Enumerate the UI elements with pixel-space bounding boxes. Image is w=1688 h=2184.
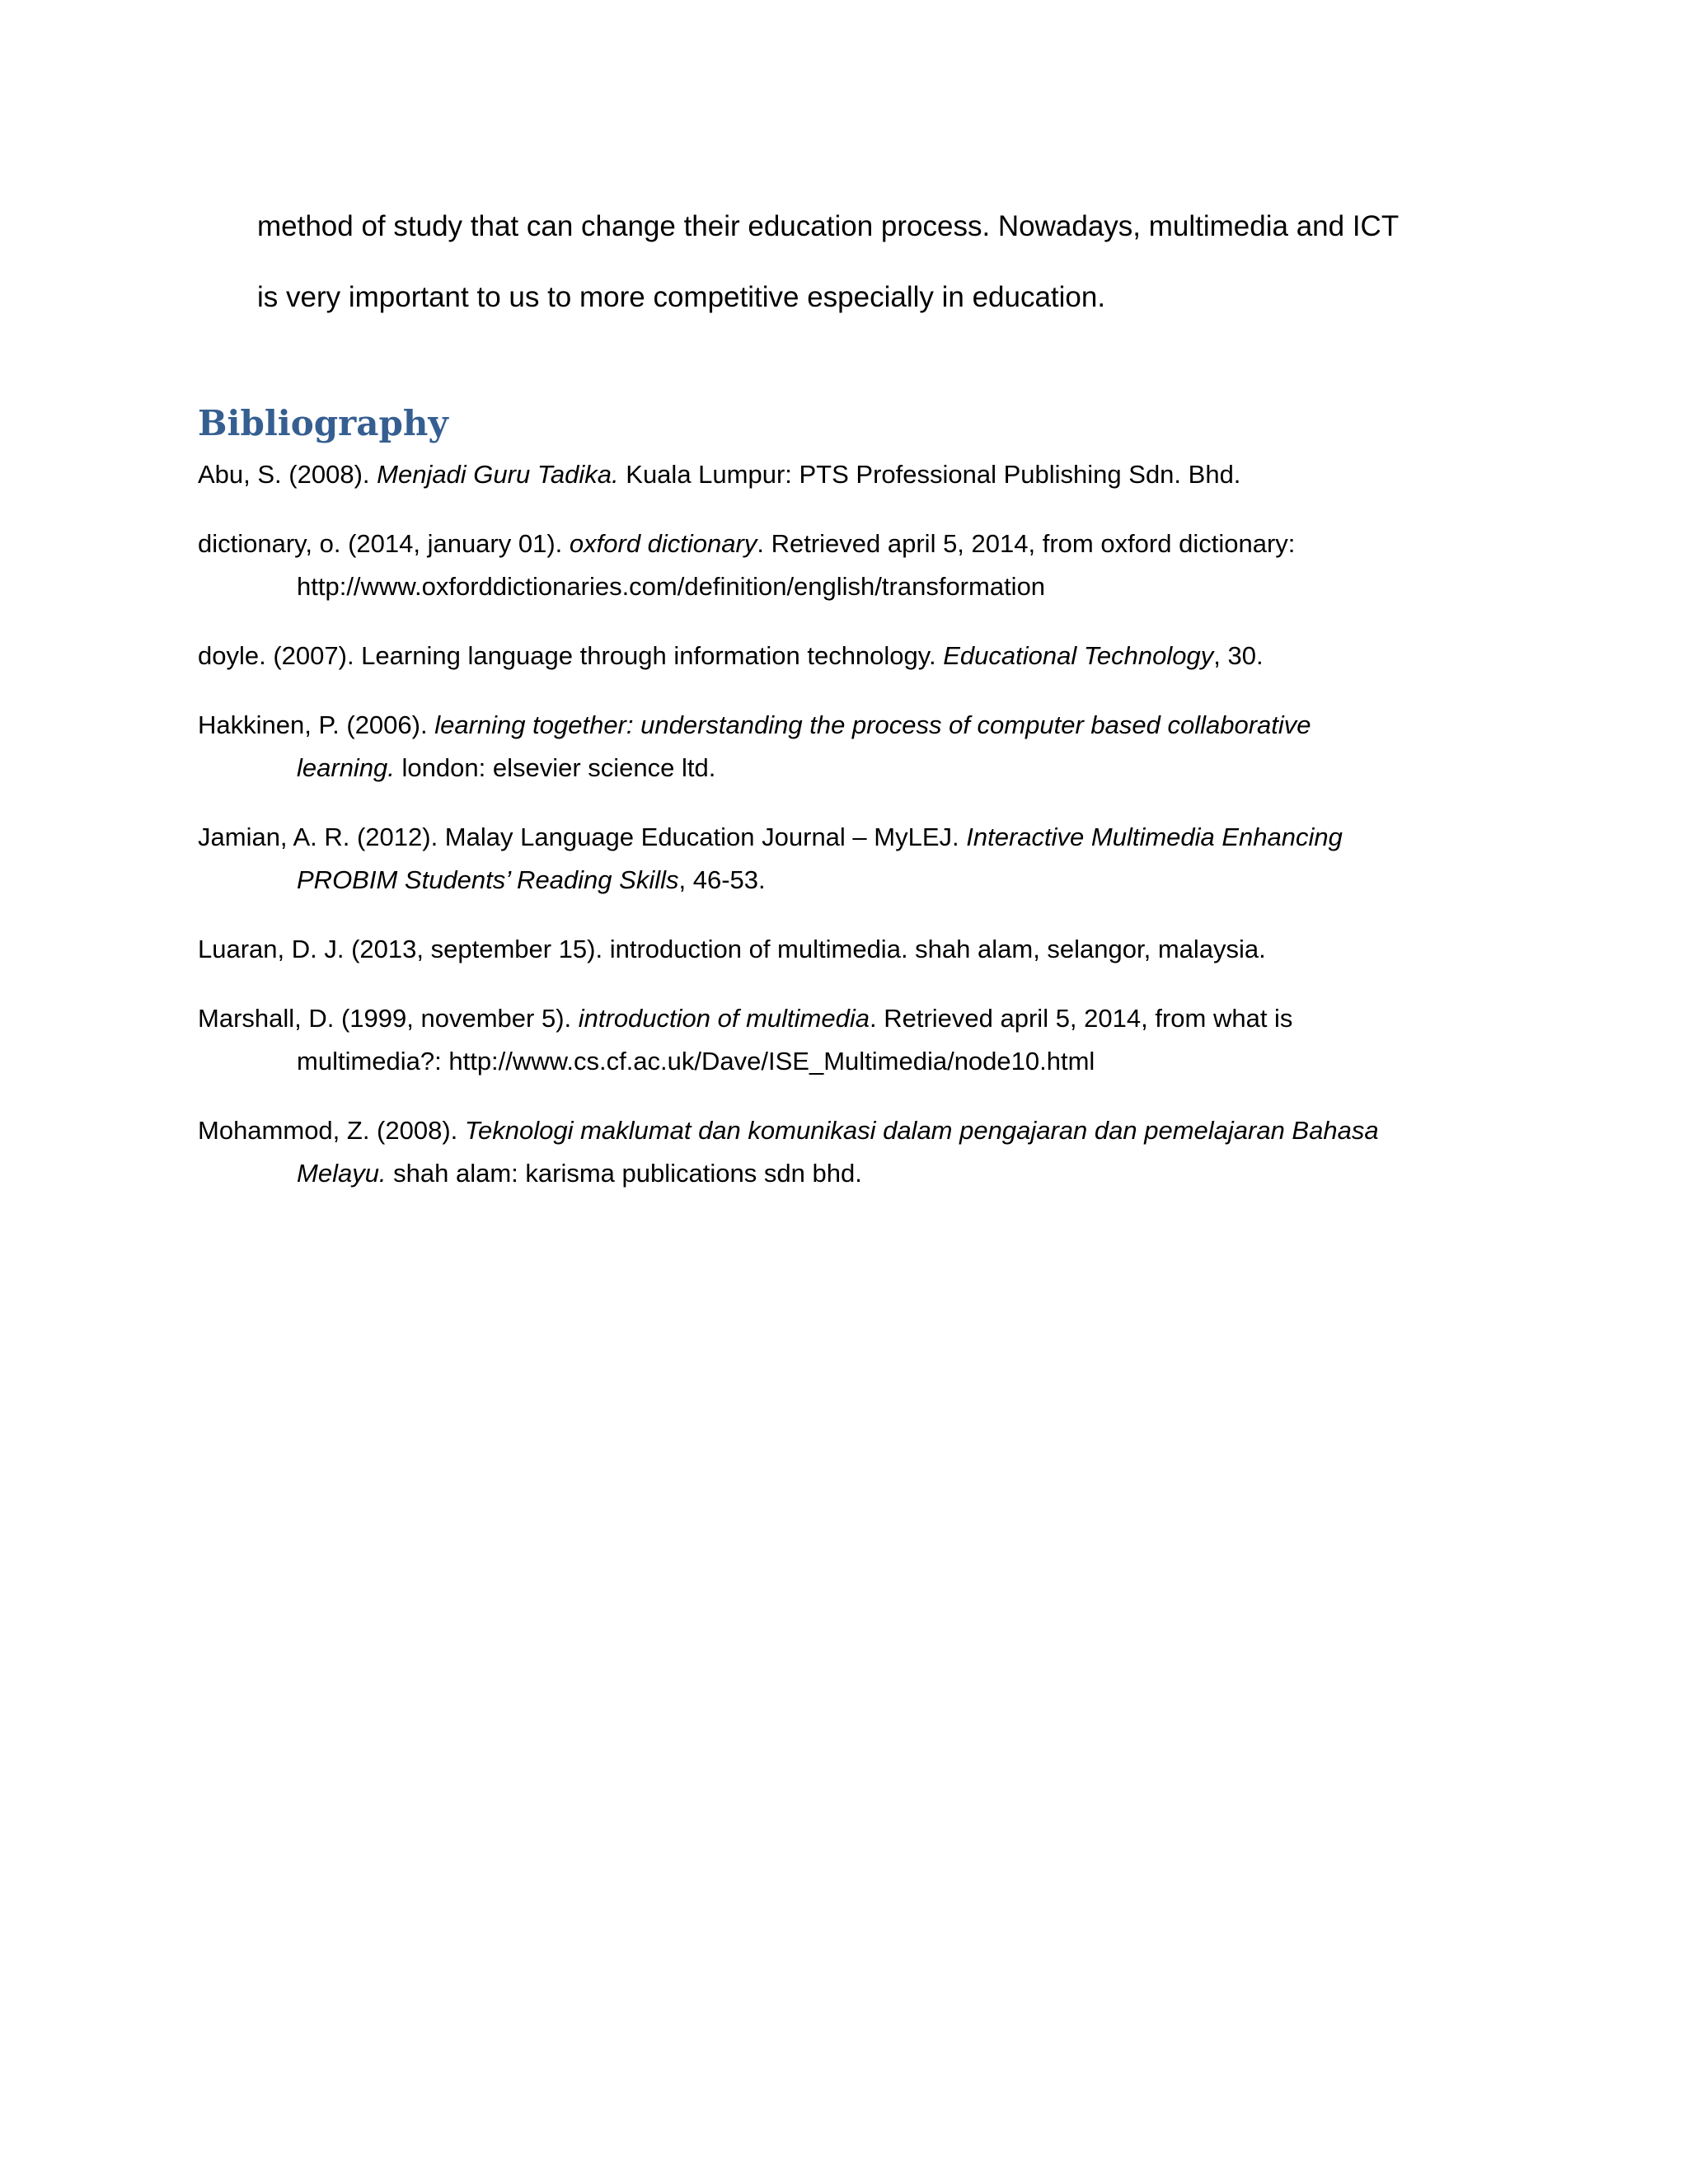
bibliography-entry-continuation-line (198, 747, 1517, 790)
citation-title-italic: PROBIM Students’ Reading Skills (297, 865, 679, 894)
citation-text: doyle. (2007). Learning language through information technology. (198, 641, 944, 670)
bibliography-entry (198, 997, 1517, 1083)
bibliography-entry (198, 453, 1517, 496)
bibliography-entry-first-line (198, 523, 1517, 565)
bibliography-entry (198, 1109, 1517, 1195)
citation-title-italic: Educational Technology (943, 641, 1214, 670)
citation-text: Kuala Lumpur: PTS Professional Publishing Sdn. Bhd. (618, 460, 1241, 489)
bibliography-entry-first-line (198, 453, 1517, 496)
bibliography-entry-first-line (198, 816, 1517, 859)
body-line-1: method of study that can change their education process. Nowadays, multimedia and ICT (257, 210, 1400, 242)
bibliography-entry-continuation-line (198, 565, 1517, 608)
bibliography-entry (198, 928, 1517, 971)
bibliography-entry (198, 816, 1517, 902)
citation-title-italic: oxford dictionary (569, 529, 757, 558)
bibliography-entry-first-line (198, 704, 1517, 747)
citation-text: dictionary, o. (2014, january 01). (198, 529, 570, 558)
bibliography-list (198, 453, 1517, 1221)
citation-title-italic: Interactive Multimedia Enhancing (966, 823, 1343, 851)
citation-text: . Retrieved april 5, 2014, from oxford dictionary: (757, 529, 1296, 558)
citation-text: Mohammod, Z. (2008). (198, 1116, 465, 1145)
citation-text: http://www.oxforddictionaries.com/definition/english/transformation (297, 572, 1046, 601)
bibliography-entry-first-line (198, 928, 1517, 971)
citation-text: Luaran, D. J. (2013, september 15). introduction of multimedia. shah alam, selangor, malaysia. (198, 935, 1266, 963)
bibliography-heading: Bibliography (198, 403, 448, 443)
body-paragraph (257, 191, 1543, 333)
citation-title-italic: learning together: understanding the process of computer based collaborative (434, 710, 1311, 739)
citation-text: shah alam: karisma publications sdn bhd. (386, 1159, 862, 1188)
bibliography-entry (198, 635, 1517, 677)
citation-title-italic: Melayu. (297, 1159, 387, 1188)
citation-title-italic: introduction of multimedia (578, 1004, 870, 1033)
bibliography-entry-first-line (198, 1109, 1517, 1152)
citation-title-italic: Menjadi Guru Tadika. (377, 460, 619, 489)
citation-text: , 46-53. (678, 865, 766, 894)
bibliography-entry-first-line (198, 997, 1517, 1040)
citation-text: Hakkinen, P. (2006). (198, 710, 435, 739)
citation-text: Jamian, A. R. (2012). Malay Language Education Journal – MyLEJ. (198, 823, 967, 851)
citation-text: , 30. (1213, 641, 1264, 670)
citation-title-italic: learning. (297, 753, 395, 782)
citation-text: Marshall, D. (1999, november 5). (198, 1004, 579, 1033)
bibliography-entry-first-line (198, 635, 1517, 677)
citation-text: Abu, S. (2008). (198, 460, 377, 489)
citation-text: . Retrieved april 5, 2014, from what is (869, 1004, 1293, 1033)
citation-title-italic: Teknologi maklumat dan komunikasi dalam pengajaran dan pemelajaran Bahasa (464, 1116, 1379, 1145)
body-line-2: is very important to us to more competitive especially in education. (257, 281, 1106, 313)
bibliography-entry (198, 523, 1517, 608)
bibliography-entry (198, 704, 1517, 790)
citation-text: multimedia?: http://www.cs.cf.ac.uk/Dave/ISE_Multimedia/node10.html (297, 1047, 1095, 1076)
bibliography-entry-continuation-line (198, 859, 1517, 902)
bibliography-entry-continuation-line (198, 1152, 1517, 1195)
citation-text: london: elsevier science ltd. (394, 753, 716, 782)
bibliography-entry-continuation-line (198, 1040, 1517, 1083)
